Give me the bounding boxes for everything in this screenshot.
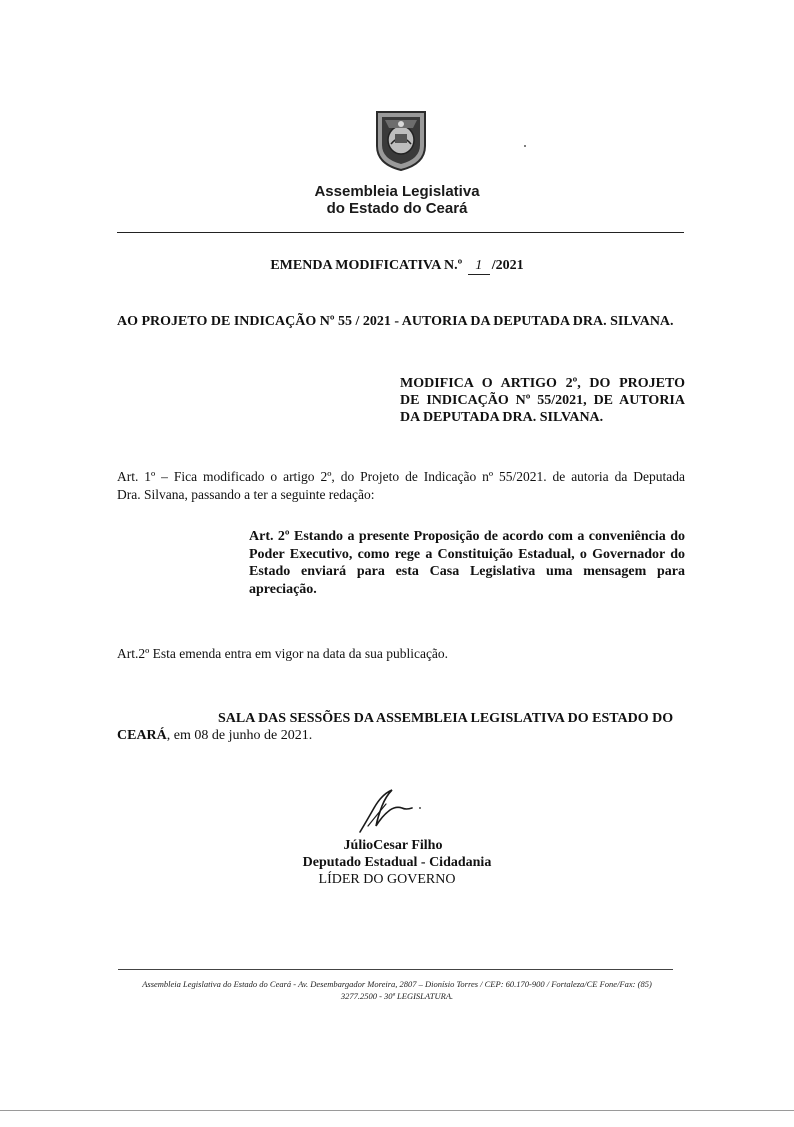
institution-name-line2: do Estado do Ceará bbox=[326, 200, 468, 217]
session-closing bbox=[117, 710, 685, 744]
new-article-2-text bbox=[249, 528, 685, 598]
article-2: Art.2º Esta emenda entra em vigor na data da sua publicação. bbox=[117, 646, 449, 661]
session-closing-date: , em 08 de junho de 2021. bbox=[166, 728, 313, 743]
quote-line: Estado enviará para esta Casa Legislativa uma mensagem para bbox=[249, 564, 685, 579]
quote-line: apreciação. bbox=[249, 581, 317, 597]
signatory-title: LÍDER DO GOVERNO bbox=[318, 872, 456, 887]
session-closing-line2 bbox=[117, 727, 685, 744]
ementa-line: DE INDICAÇÃO Nº 55/2021, DE AUTORIA bbox=[400, 393, 685, 408]
footer-line1: Assembleia Legislativa do Estado do Ceará - Av. Desembargador Moreira, 2807 – Dionísio Torres / CEP: 60.170-900 / Fortaleza/CE Fone/Fax: (85) bbox=[142, 979, 652, 989]
amendment-number: 1 bbox=[468, 258, 490, 275]
amendment-title-prefix: EMENDA MODIFICATIVA N.º bbox=[270, 258, 463, 273]
state-coat-of-arms-icon bbox=[373, 106, 429, 172]
quote-line: Art. 2º Estando a presente Proposição de acordo com a conveniência do bbox=[249, 529, 685, 544]
ementa-block bbox=[400, 375, 685, 426]
footer-line2: 3277.2500 - 30ª LEGISLATURA. bbox=[340, 991, 454, 1001]
scan-speck bbox=[524, 145, 526, 147]
session-closing-line1: SALA DAS SESSÕES DA ASSEMBLEIA LEGISLATIVA DO ESTADO DO bbox=[218, 711, 674, 726]
article-1 bbox=[117, 468, 685, 504]
article-1-line2: Dra. Silvana, passando a ter a seguinte redação: bbox=[117, 487, 375, 502]
article-1-line1: Art. 1º – Fica modificado o artigo 2º, do Projeto de Indicação nº 55/2021. de autoria da Deputada bbox=[117, 469, 685, 484]
session-closing-state: CEARÁ bbox=[117, 728, 167, 743]
amendment-title-suffix: /2021 bbox=[491, 258, 524, 273]
ementa-line: DA DEPUTADA DRA. SILVANA. bbox=[400, 410, 604, 425]
signatory-name: JúlioCesar Filho bbox=[343, 838, 443, 853]
ementa-line: MODIFICA O ARTIGO 2º, DO PROJETO bbox=[400, 376, 685, 391]
signatory-role: Deputado Estadual - Cidadania bbox=[302, 855, 492, 870]
handwritten-signature bbox=[352, 786, 432, 836]
footer-divider bbox=[118, 969, 673, 970]
header-divider bbox=[117, 232, 684, 233]
project-reference: AO PROJETO DE INDICAÇÃO Nº 55 / 2021 - AUTORIA DA DEPUTADA DRA. SILVANA. bbox=[117, 314, 674, 329]
amendment-title bbox=[0, 258, 794, 275]
institution-name-line1: Assembleia Legislativa bbox=[314, 183, 480, 200]
footer-address bbox=[112, 978, 682, 1002]
quote-line: Poder Executivo, como rege a Constituição Estadual, o Governador do bbox=[249, 546, 685, 562]
scan-edge-line bbox=[0, 1110, 794, 1111]
